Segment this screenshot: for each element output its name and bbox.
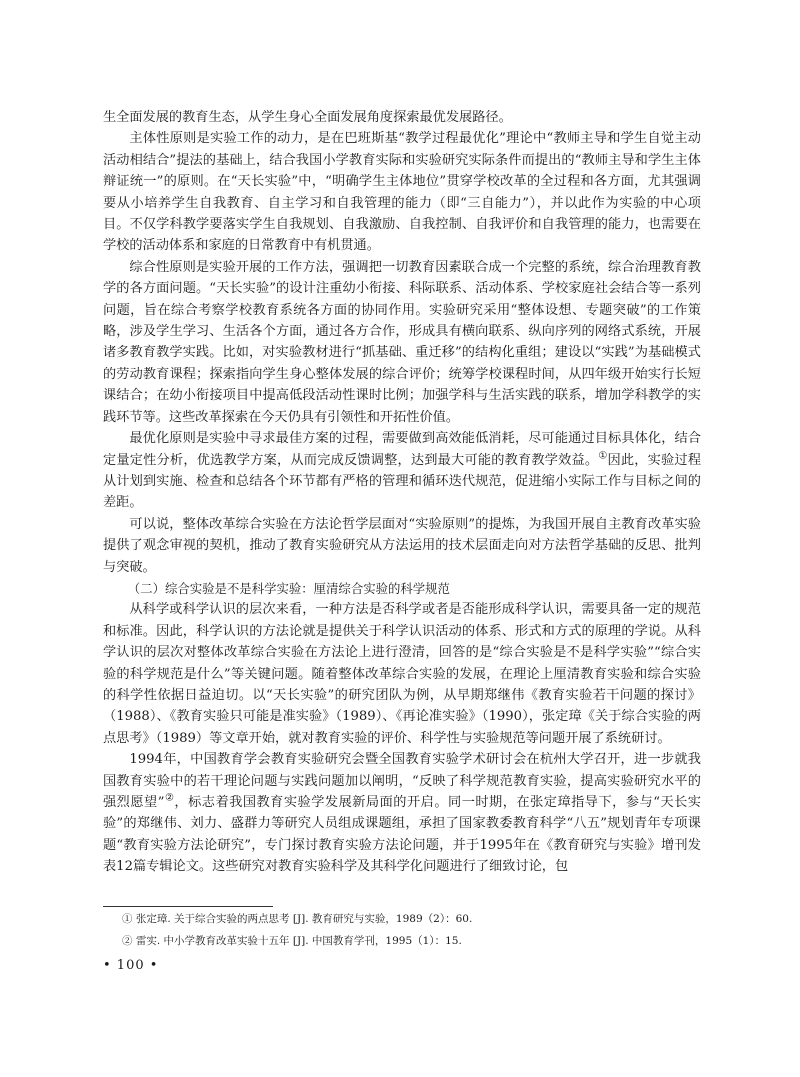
footnote-divider [103,906,273,907]
footnote-1: ① 张定璋. 关于综合实验的两点思考 [J]. 教育研究与实验，1989（2）：60. [122,913,473,925]
body-text [103,107,701,878]
paragraph-comprehensiveness-principle: 综合性原则是实验开展的工作方法，强调把一切教育因素联合成一个完整的系统，综合治理教育教学的各方面问题。“天长实验”的设计注重幼小衔接、科际联系、活动体系、学校家庭社会结合等一系列问题，旨在综合考察学校教育系统各方面的协同作用。实验研究采用“整体设想、专题突破”的工作策略，涉及学生学习、生活各个方面，通过各方合作，形成具有横向联系、纵向序列的网络式系统，开展诸多教育教学实践。比如，对实验教材进行“抓基础、重迁移”的结构化重组；建设以“实践”为基础模式的劳动教育课程；探索指向学生身心整体发展的综合评价；统筹学校课程时间，从四年级开始实行长短课结合；在幼小衔接项目中提高低段活动性课时比例；加强学科与生活实践的联系，增加学科教学的实践环节等。这些改革探索在今天仍具有引领性和开拓性价值。 [103,259,701,425]
footnote-2: ② 雷实. 中小学教育改革实验十五年 [J]. 中国教育学刊，1995（1）：15. [122,935,462,947]
page-number: • 100 • [103,958,159,973]
paragraph-conclusion: 可以说，整体改革综合实验在方法论哲学层面对“实验原则”的提炼，为我国开展自主教育改革实验提供了观念审视的契机，推动了教育实验研究从方法运用的技术层面走向对方法哲学基础的反思、批判与突破。 [103,516,701,575]
paragraph-continuation: 生全面发展的教育生态，从学生身心全面发展角度探索最优发展路径。 [103,110,512,125]
paragraph-optimization-principle [103,428,701,514]
paragraph-1994-conference [103,749,701,877]
footnote-ref-2[interactable]: ② [164,792,175,804]
optimization-text: 最优化原则是实验中寻求最佳方案的过程，需要做到高效能低消耗，尽可能通过目标具体化，结合定量定性分析，优选教学方案，从而完成反馈调整，达到最大可能的教育教学效益。 [103,431,701,468]
footnotes [122,908,702,952]
footnote-ref-1[interactable]: ① [598,450,608,462]
optimization-text-continued: 因此，实验过程从计划到实施、检查和总结各个环节都有严格的管理和循环迭代规范，促进缩小实际工作与目标之间的差距。 [103,452,702,511]
conference-text: 1994年，中国教育学会教育实验研究会暨全国教育实验学术研讨会在杭州大学召开，进一步就我国教育实验中的若干理论问题与实践问题加以阐明，“反映了科学规范教育实验，提高实验研究水平的强烈愿望” [103,752,701,810]
paragraph-scientific-norms: 从科学或科学认识的层次来看，一种方法是否科学或者是否能形成科学认识，需要具备一定的规范和标准。因此，科学认识的方法论就是提供关于科学认识活动的体系、形式和方式的原理的学说。从科学认识的层次对整体改革综合实验在方法论上进行澄清，回答的是“综合实验是不是科学实验”“综合实验的科学规范是什么”等关键问题。随着整体改革综合实验的发展，在理论上厘清教育实验和综合实验的科学性依据日益迫切。以“天长实验”的研究团队为例，从早期郑继伟《教育实验若干问题的探讨》（1988）、《教育实验只可能是准实验》（1989）、《再论准实验》（1990），张定璋《关于综合实验的两点思考》（1989）等文章开始，就对教育实验的评价、科学性与实验规范等问题开展了系统研讨。 [103,602,701,746]
conference-text-continued: ，标志着我国教育实验学发展新局面的开启。同一时期，在张定璋指导下，参与“天长实验”的郑继伟、刘力、盛群力等研究人员组成课题组，承担了国家教委教育科学“八五”规划青年专项课题“教育实验方法论研究”，专门探讨教育实验方法论问题，并于1995年在《教育研究与实验》增刊发表12篇专辑论文。这些研究对教育实验科学及其科学化问题进行了细致讨论，包 [103,795,701,875]
section-heading: （二）综合实验是不是科学实验：厘清综合实验的科学规范 [127,580,450,596]
paragraph-subjectivity-principle: 主体性原则是实验工作的动力，是在巴班斯基“教学过程最优化”理论中“教师主导和学生自觉主动活动相结合”提法的基础上，结合我国小学教育实际和实验研究实际条件而提出的“教师主导和学生主体辩证统一”的原则。在“天长实验”中，“明确学生主体地位”贯穿学校改革的全过程和各方面，尤其强调要从小培养学生自我教育、自主学习和自我管理的能力（即“三自能力”），并以此作为实验的中心项目。不仅学科教学要落实学生自我规划、自我激励、自我控制、自我评价和自我管理的能力，也需要在学校的活动体系和家庭的日常教育中有机贯通。 [103,131,701,254]
